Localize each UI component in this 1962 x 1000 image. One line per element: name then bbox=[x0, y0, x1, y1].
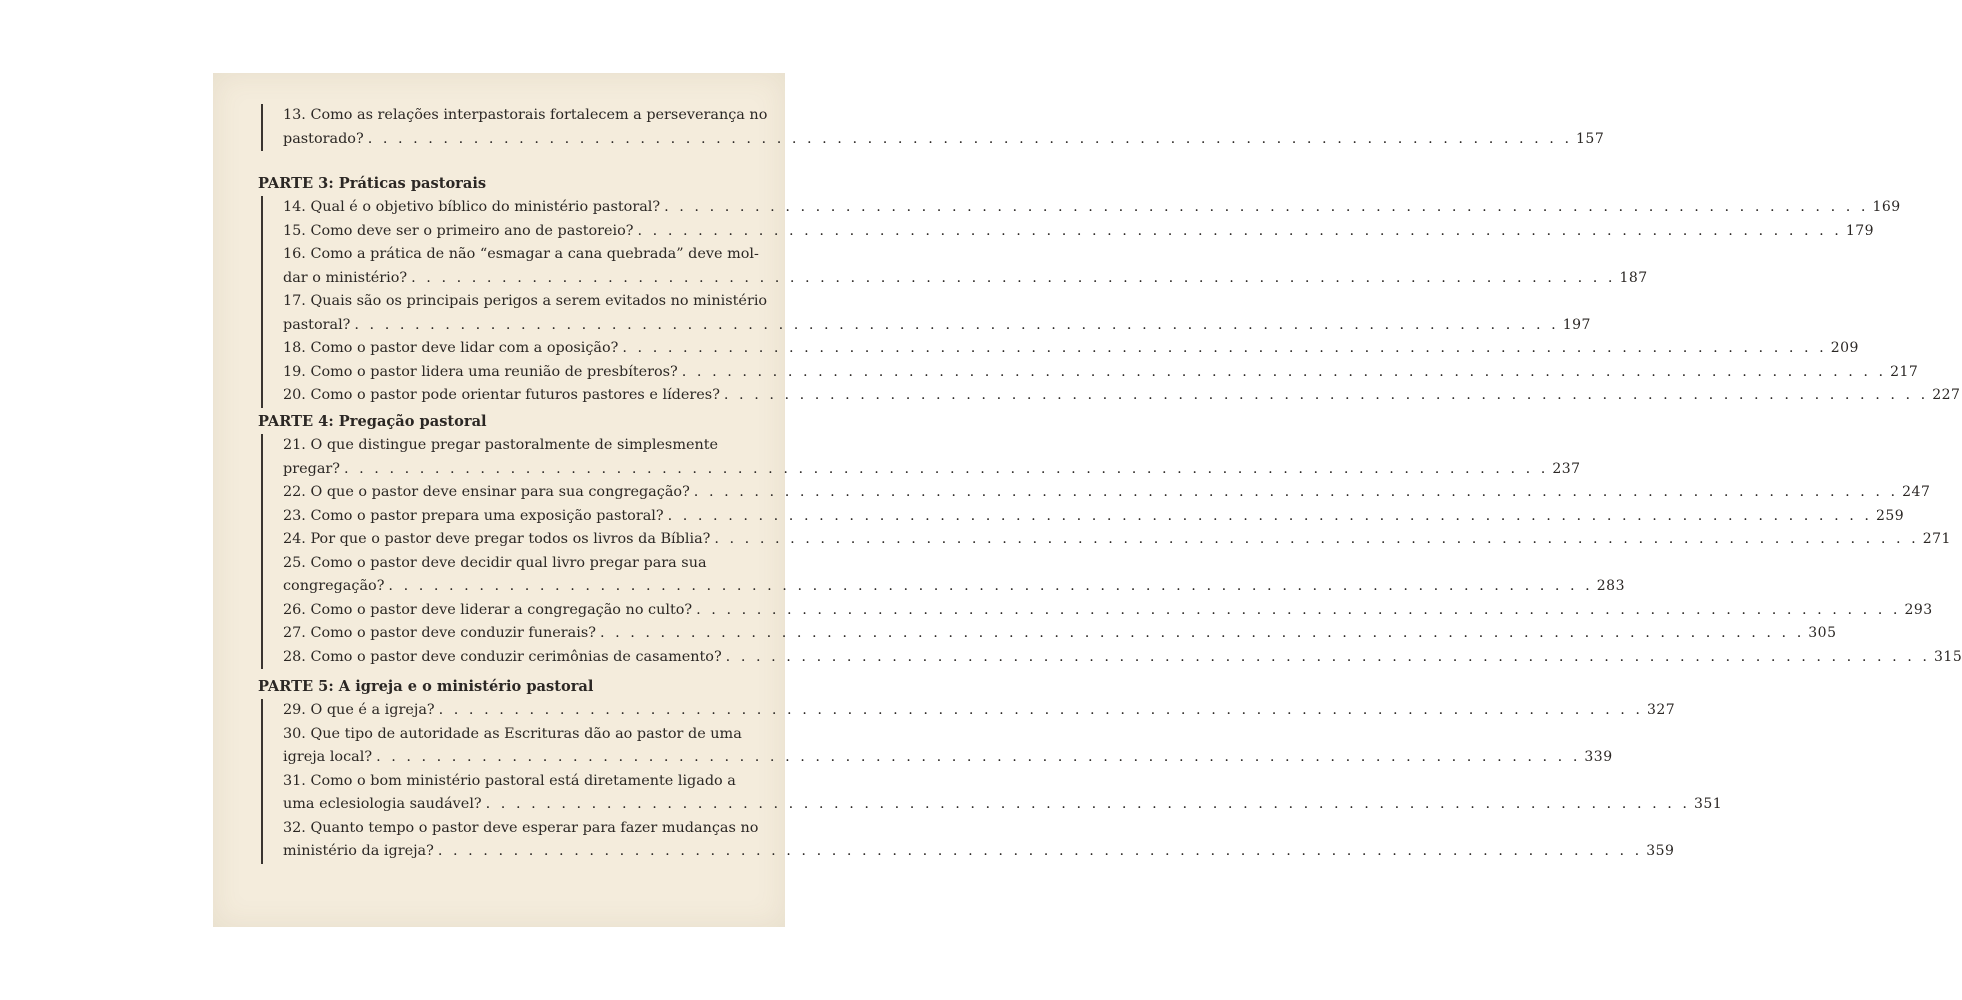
toc-entry-title-line bbox=[263, 770, 768, 794]
toc-entry-text: uma eclesiologia saudável? bbox=[283, 796, 482, 812]
toc-entry-page-number: 293 bbox=[1904, 601, 1933, 618]
toc-entry-text: dar o ministério? bbox=[283, 269, 408, 286]
toc-entry-page-number: 237 bbox=[1552, 460, 1581, 477]
dot-leader: . . . . . . . . . . . . . . . . . . . . . . . . . . . . . . . . . . . . . . . . . . . . . . . . . . . . . . . . . . . . . . . . . . . . . . . . . . . . . . . . bbox=[723, 387, 1929, 403]
dot-leader: . . . . . . . . . . . . . . . . . . . . . . . . . . . . . . . . . . . . . . . . . . . . . . . . . . . . . . . . . . . . . . . . . . . . . . . . . . . . . . . . bbox=[344, 460, 1549, 477]
toc-entry-text: 18. Como o pastor deve lidar com a oposição? bbox=[283, 340, 619, 356]
toc-entry-continuation-line bbox=[263, 575, 1625, 599]
toc-entry-row bbox=[283, 622, 1837, 646]
toc-entry-text: 32. Quanto tempo o pastor deve esperar para fazer mudanças no bbox=[283, 819, 759, 836]
dot-leader: . . . . . . . . . . . . . . . . . . . . . . . . . . . . . . . . . . . . . . . . . . . . . . . . . . . . . . . . . . . . . . . . . . . . . . . . . . . . . . . . bbox=[354, 316, 1559, 333]
toc-entry-page-number: 339 bbox=[1584, 749, 1613, 765]
toc-entry-text: pastoral? bbox=[283, 316, 351, 333]
toc-entry-text: 22. O que o pastor deve ensinar para sua congregação? bbox=[283, 484, 690, 500]
toc-entry-text: pastorado? bbox=[283, 130, 364, 147]
toc-entry-row bbox=[283, 220, 1875, 244]
toc-entry-page-number: 327 bbox=[1646, 702, 1676, 718]
toc-entry-row bbox=[283, 575, 1625, 599]
toc-entry-list bbox=[261, 699, 1723, 864]
dot-leader: . . . . . . . . . . . . . . . . . . . . . . . . . . . . . . . . . . . . . . . . . . . . . . . . . . . . . . . . . . . . . . . . . . . . . . . . . . . . . . . . bbox=[637, 222, 1842, 239]
dot-leader: . . . . . . . . . . . . . . . . . . . . . . . . . . . . . . . . . . . . . . . . . . . . . . . . . . . . . . . . . . . . . . . . . . . . . . . . . . . . . . . . bbox=[438, 702, 1643, 718]
toc-entry-title-line bbox=[263, 505, 1905, 529]
dot-leader: . . . . . . . . . . . . . . . . . . . . . . . . . . . . . . . . . . . . . . . . . . . . . . . . . . . . . . . . . . . . . . . . . . . . . . . . . . . . . . . . bbox=[485, 796, 1690, 812]
toc-entry-text: 14. Qual é o objetivo bíblico do ministério pastoral? bbox=[283, 199, 661, 215]
toc-entry-text: 26. Como o pastor deve liderar a congregação no culto? bbox=[283, 601, 693, 618]
toc-entry-title-line bbox=[263, 384, 1961, 408]
toc-entry-title-line bbox=[263, 646, 1962, 670]
toc-entry-page-number: 187 bbox=[1619, 269, 1648, 286]
dot-leader: . . . . . . . . . . . . . . . . . . . . . . . . . . . . . . . . . . . . . . . . . . . . . . . . . . . . . . . . . . . . . . . . . . . . . . . . . . . . . . . . bbox=[725, 648, 1930, 665]
toc-entry-row bbox=[283, 505, 1905, 529]
toc-entry-title-line bbox=[263, 243, 768, 267]
toc-entry-title-line bbox=[263, 481, 1931, 505]
toc-entry-row bbox=[283, 793, 1723, 817]
toc-entry-page-number: 179 bbox=[1845, 222, 1875, 239]
toc-entry-page-number: 157 bbox=[1576, 130, 1605, 147]
toc-entry-text: pregar? bbox=[283, 460, 340, 477]
dot-leader: . . . . . . . . . . . . . . . . . . . . . . . . . . . . . . . . . . . . . . . . . . . . . . . . . . . . . . . . . . . . . . . . . . . . . . . . . . . . . . . . bbox=[376, 749, 1581, 765]
dot-leader: . . . . . . . . . . . . . . . . . . . . . . . . . . . . . . . . . . . . . . . . . . . . . . . . . . . . . . . . . . . . . . . . . . . . . . . . . . . . . . . . bbox=[622, 340, 1827, 356]
toc-entry-row bbox=[283, 458, 1581, 482]
toc-entry-page-number: 305 bbox=[1808, 625, 1837, 641]
dot-leader: . . . . . . . . . . . . . . . . . . . . . . . . . . . . . . . . . . . . . . . . . . . . . . . . . . . . . . . . . . . . . . . . . . . . . . . . . . . . . . . . bbox=[681, 363, 1887, 380]
toc-section-parte-5 bbox=[258, 675, 1723, 864]
toc-entry-row bbox=[283, 128, 1605, 152]
toc-entry-row bbox=[283, 746, 1613, 770]
section-heading: PARTE 3: Práticas pastorais bbox=[258, 175, 487, 192]
dot-leader: . . . . . . . . . . . . . . . . . . . . . . . . . . . . . . . . . . . . . . . . . . . . . . . . . . . . . . . . . . . . . . . . . . . . . . . . . . . . . . . . bbox=[367, 130, 1573, 147]
dot-leader: . . . . . . . . . . . . . . . . . . . . . . . . . . . . . . . . . . . . . . . . . . . . . . . . . . . . . . . . . . . . . . . . . . . . . . . . . . . . . . . . bbox=[388, 578, 1593, 594]
toc-entry-row bbox=[283, 314, 1591, 338]
toc-entry-page-number: 271 bbox=[1922, 531, 1951, 547]
toc-entry-text: 17. Quais são os principais perigos a serem evitados no ministério bbox=[283, 293, 768, 309]
toc-entry-row bbox=[283, 528, 1951, 552]
dot-leader: . . . . . . . . . . . . . . . . . . . . . . . . . . . . . . . . . . . . . . . . . . . . . . . . . . . . . . . . . . . . . . . . . . . . . . . . . . . . . . . . bbox=[599, 625, 1805, 641]
toc-entry-row bbox=[283, 840, 1675, 864]
toc-entry-text: 30. Que tipo de autoridade as Escrituras dão ao pastor de uma bbox=[283, 725, 742, 742]
toc-entry-row bbox=[283, 699, 1676, 723]
section-heading: PARTE 4: Pregação pastoral bbox=[258, 413, 487, 430]
toc-entry-page-number: 169 bbox=[1872, 199, 1901, 215]
toc-entry-text: 19. Como o pastor lidera uma reunião de presbíteros? bbox=[283, 363, 678, 380]
toc-entry-text: 20. Como o pastor pode orientar futuros pastores e líderes? bbox=[283, 387, 720, 403]
toc-entry-title-line bbox=[263, 723, 768, 747]
section-heading: PARTE 5: A igreja e o ministério pastoral bbox=[258, 678, 594, 695]
toc-entry-page-number: 315 bbox=[1934, 648, 1962, 665]
toc-entry-text: igreja local? bbox=[283, 749, 373, 765]
toc-entry-text: 23. Como o pastor prepara uma exposição pastoral? bbox=[283, 507, 664, 524]
toc-entry-continuation-line bbox=[263, 267, 1648, 291]
toc-entry-title-line bbox=[263, 290, 768, 314]
toc-top-block bbox=[258, 104, 1605, 151]
toc-entry-page-number: 259 bbox=[1875, 507, 1905, 524]
toc-entry-page-number: 209 bbox=[1830, 340, 1859, 356]
toc-entry-continuation-line bbox=[263, 840, 1675, 864]
toc-entry-continuation-line bbox=[263, 746, 1613, 770]
toc-entry-row bbox=[283, 337, 1859, 361]
toc-entry-text: 13. Como as relações interpastorais fortalecem a perseverança no bbox=[283, 107, 768, 123]
toc-entry-page-number: 359 bbox=[1646, 843, 1675, 859]
dot-leader: . . . . . . . . . . . . . . . . . . . . . . . . . . . . . . . . . . . . . . . . . . . . . . . . . . . . . . . . . . . . . . . . . . . . . . . . . . . . . . . . bbox=[667, 507, 1872, 524]
toc-entry-list bbox=[261, 434, 1962, 669]
toc-entry-page-number: 283 bbox=[1596, 578, 1625, 594]
toc-entry-text: 15. Como deve ser o primeiro ano de pastoreio? bbox=[283, 222, 634, 239]
toc-entry-page-number: 227 bbox=[1932, 387, 1961, 403]
dot-leader: . . . . . . . . . . . . . . . . . . . . . . . . . . . . . . . . . . . . . . . . . . . . . . . . . . . . . . . . . . . . . . . . . . . . . . . . . . . . . . . . bbox=[437, 843, 1643, 859]
toc-entry-title-line bbox=[263, 434, 768, 458]
toc-entry-row bbox=[283, 599, 1933, 623]
toc-entry-page-number: 351 bbox=[1693, 796, 1723, 812]
toc-entry-title-line bbox=[263, 817, 768, 841]
toc-entry-page-number: 197 bbox=[1562, 316, 1591, 333]
toc-entry-list bbox=[261, 196, 1961, 408]
toc-entry-text: 28. Como o pastor deve conduzir cerimônias de casamento? bbox=[283, 648, 722, 665]
toc-entry-continuation-line bbox=[263, 458, 1581, 482]
toc-section-parte-3 bbox=[258, 172, 1961, 408]
dot-leader: . . . . . . . . . . . . . . . . . . . . . . . . . . . . . . . . . . . . . . . . . . . . . . . . . . . . . . . . . . . . . . . . . . . . . . . . . . . . . . . . bbox=[693, 484, 1899, 500]
toc-entry-text: congregação? bbox=[283, 578, 385, 594]
dot-leader: . . . . . . . . . . . . . . . . . . . . . . . . . . . . . . . . . . . . . . . . . . . . . . . . . . . . . . . . . . . . . . . . . . . . . . . . . . . . . . . . bbox=[664, 199, 1869, 215]
toc-entry-text: 21. O que distingue pregar pastoralmente de simplesmente bbox=[283, 437, 719, 453]
dot-leader: . . . . . . . . . . . . . . . . . . . . . . . . . . . . . . . . . . . . . . . . . . . . . . . . . . . . . . . . . . . . . . . . . . . . . . . . . . . . . . . . bbox=[696, 601, 1901, 618]
toc-entry-row bbox=[283, 384, 1961, 408]
toc-entry-title-line bbox=[263, 699, 1676, 723]
toc-entry-title-line bbox=[263, 220, 1875, 244]
toc-entry-text: 25. Como o pastor deve decidir qual livro pregar para sua bbox=[283, 554, 707, 571]
toc-entry-title-line bbox=[263, 337, 1859, 361]
toc-entry-text: 27. Como o pastor deve conduzir funerais? bbox=[283, 625, 596, 641]
toc-entry-title-line bbox=[263, 196, 1901, 220]
toc-entry-title-line bbox=[263, 599, 1933, 623]
toc-entry-text: 24. Por que o pastor deve pregar todos os livros da Bíblia? bbox=[283, 531, 711, 547]
toc-entry-continuation-line bbox=[263, 128, 1605, 152]
toc-entry-row bbox=[283, 267, 1648, 291]
toc-entry-list bbox=[261, 104, 1605, 151]
toc-entry-title-line bbox=[263, 104, 768, 128]
toc-entry-page-number: 247 bbox=[1902, 484, 1931, 500]
toc-entry-page-number: 217 bbox=[1890, 363, 1919, 380]
toc-entry-title-line bbox=[263, 361, 1919, 385]
toc-entry-row bbox=[283, 646, 1962, 670]
toc-entry-row bbox=[283, 481, 1931, 505]
toc-entry-title-line bbox=[263, 528, 1951, 552]
toc-entry-title-line bbox=[263, 622, 1837, 646]
toc-entry-text: 16. Como a prática de não “esmagar a cana quebrada” deve mol- bbox=[283, 246, 759, 262]
toc-entry-title-line bbox=[263, 552, 768, 576]
toc-section-parte-4 bbox=[258, 410, 1962, 669]
dot-leader: . . . . . . . . . . . . . . . . . . . . . . . . . . . . . . . . . . . . . . . . . . . . . . . . . . . . . . . . . . . . . . . . . . . . . . . . . . . . . . . . bbox=[714, 531, 1919, 547]
toc-entry-text: 29. O que é a igreja? bbox=[283, 702, 435, 718]
toc-entry-text: 31. Como o bom ministério pastoral está diretamente ligado a bbox=[283, 772, 736, 789]
toc-entry-row bbox=[283, 361, 1919, 385]
toc-entry-row bbox=[283, 196, 1901, 220]
dot-leader: . . . . . . . . . . . . . . . . . . . . . . . . . . . . . . . . . . . . . . . . . . . . . . . . . . . . . . . . . . . . . . . . . . . . . . . . . . . . . . . . bbox=[411, 269, 1616, 286]
toc-entry-continuation-line bbox=[263, 793, 1723, 817]
toc-entry-text: ministério da igreja? bbox=[283, 843, 434, 859]
toc-entry-continuation-line bbox=[263, 314, 1591, 338]
